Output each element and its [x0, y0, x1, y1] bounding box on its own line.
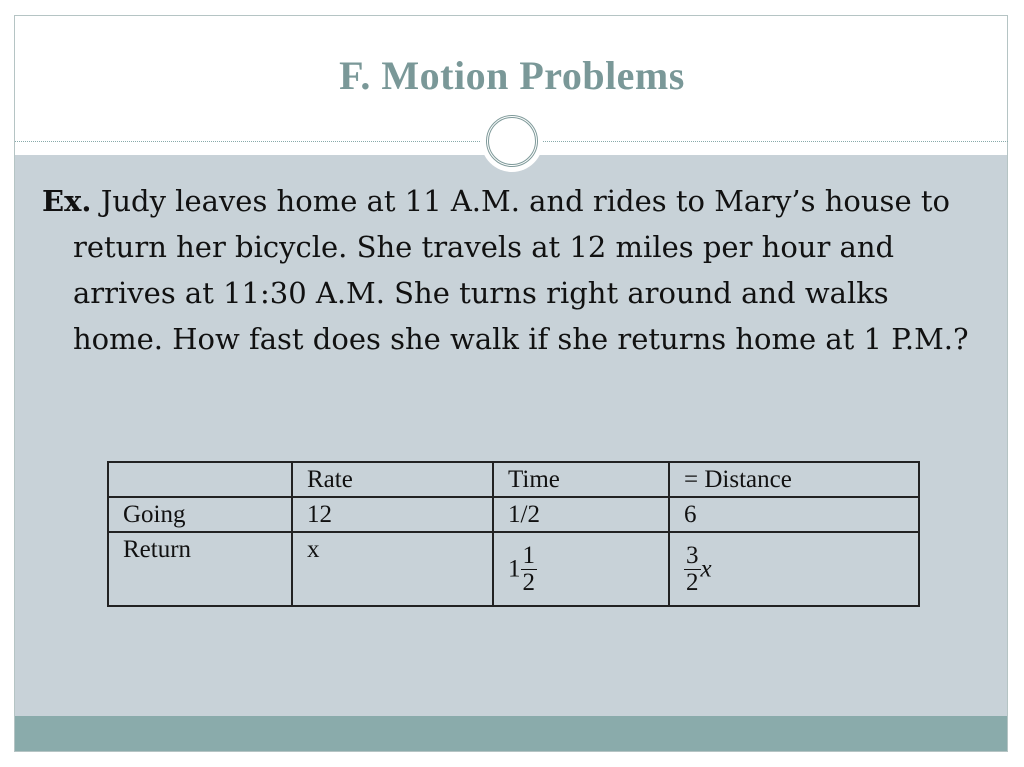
header-cell: Time	[493, 462, 669, 497]
row-label: Return	[108, 532, 292, 606]
problem-text: Judy leaves home at 11 A.M. and rides to Mary’s house to return her bicycle. She travels at 12 miles per hour and arrives at 11:30 A.M. She turns right around and walks home. How fast does she walk if she returns home at 1 P.M.?	[73, 184, 969, 356]
table-row	[108, 497, 919, 532]
problem-paragraph	[42, 178, 983, 362]
slide-title: F. Motion Problems	[339, 53, 685, 98]
table-header-row	[108, 462, 919, 497]
rate-cell: 12	[292, 497, 493, 532]
time-cell	[493, 532, 669, 606]
circle-ornament-icon	[486, 115, 538, 167]
numerator: 1	[522, 541, 535, 569]
denominator: 2	[522, 568, 535, 596]
table-row	[108, 532, 919, 606]
rate-time-distance-table	[107, 461, 920, 607]
denominator: 2	[686, 568, 699, 596]
fraction	[521, 543, 538, 596]
header-cell: = Distance	[669, 462, 919, 497]
header-cell	[108, 462, 292, 497]
distance-cell	[669, 532, 919, 606]
time-cell: 1/2	[493, 497, 669, 532]
fraction	[684, 543, 701, 596]
example-label: Ex.	[42, 184, 92, 218]
row-label: Going	[108, 497, 292, 532]
rate-cell: x	[292, 532, 493, 606]
numerator: 3	[686, 541, 699, 569]
mixed-whole: 1	[508, 555, 521, 582]
header-cell: Rate	[292, 462, 493, 497]
variable: x	[700, 555, 712, 582]
distance-cell: 6	[669, 497, 919, 532]
footer-bar	[15, 716, 1007, 751]
